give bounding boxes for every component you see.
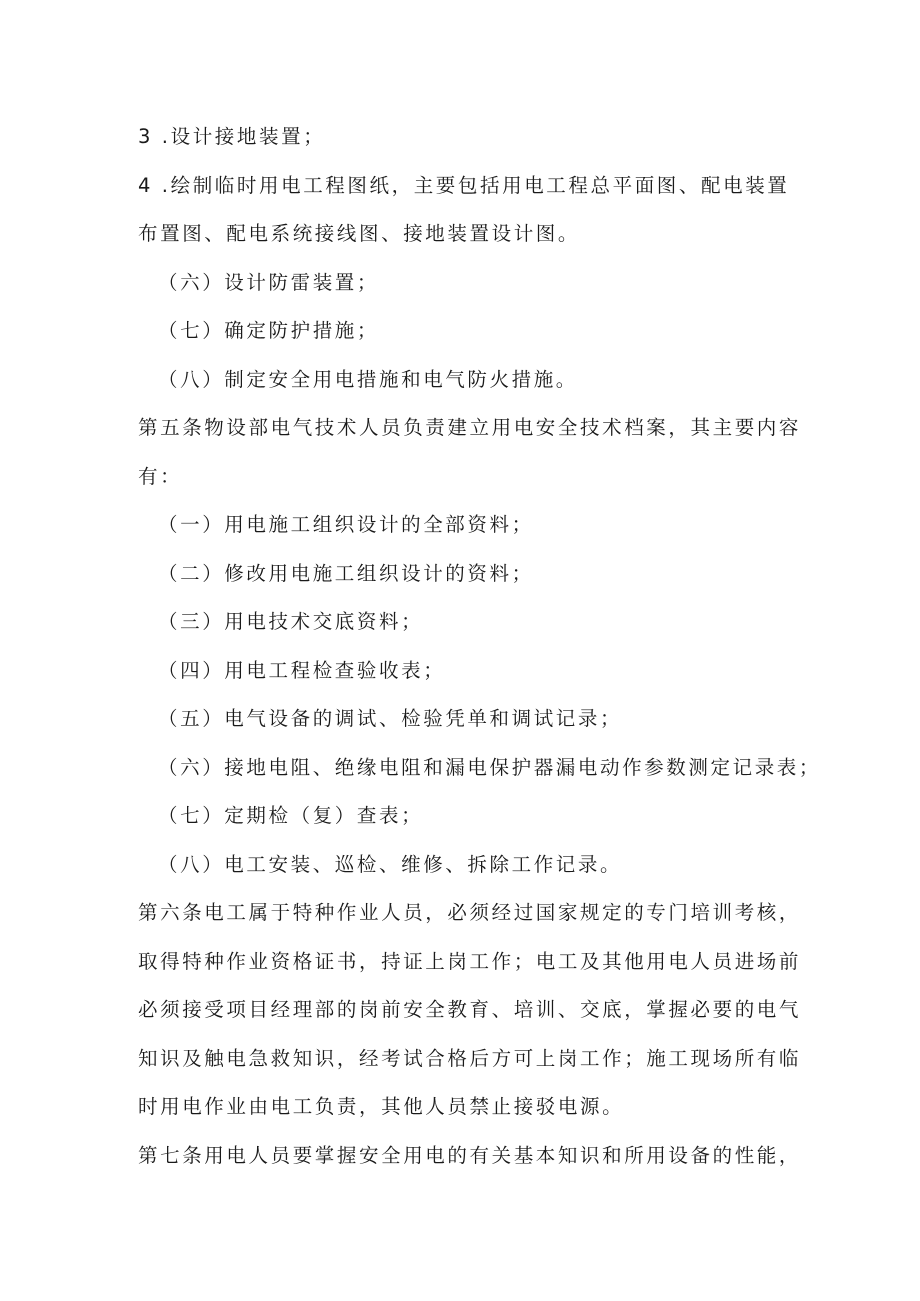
- article-6-cont-2: 必须接受项目经理部的岗前安全教育、培训、交底，掌握必要的电气: [138, 998, 802, 1021]
- article-6: 第六条电工属于特种作业人员，必须经过国家规定的专门培训考核，: [138, 901, 802, 924]
- article-7: 第七条用电人员要掌握安全用电的有关基本知识和所用设备的性能，: [138, 1143, 802, 1167]
- item-7-protection: （七）确定防护措施；: [158, 319, 380, 342]
- list-item-3: （三）用电技术交底资料；: [158, 610, 424, 633]
- article-6-cont-4: 时用电作业由电工负责，其他人员禁止接驳电源。: [138, 1095, 625, 1118]
- item-4-drawings: 4 .绘制临时用电工程图纸，主要包括用电工程总平面图、配电装置: [138, 173, 790, 197]
- list-item-5: （五）电气设备的调试、检验凭单和调试记录；: [158, 707, 623, 730]
- article-5-cont: 有：: [138, 464, 183, 488]
- list-item-2: （二）修改用电施工组织设计的资料；: [158, 561, 534, 585]
- item-8-safety-fire: （八）制定安全用电措施和电气防火措施。: [158, 367, 578, 391]
- article-5: 第五条物设部电气技术人员负责建立用电安全技术档案，其主要内容: [138, 416, 802, 439]
- list-item-1: （一）用电施工组织设计的全部资料；: [158, 513, 534, 536]
- list-item-6: （六）接地电阻、绝缘电阻和漏电保护器漏电动作参数测定记录表；: [158, 755, 822, 779]
- article-6-cont-1: 取得特种作业资格证书，持证上岗工作；电工及其他用电人员进场前: [138, 949, 802, 973]
- list-item-4: （四）用电工程检查验收表；: [158, 658, 446, 682]
- item-3-design-grounding: 3 .设计接地装置；: [138, 125, 326, 148]
- list-item-7: （七）定期检（复）查表；: [158, 804, 424, 827]
- item-4-drawings-cont: 布置图、配电系统接线图、接地装置设计图。: [138, 222, 581, 245]
- list-item-8: （八）电工安装、巡检、维修、拆除工作记录。: [158, 852, 623, 876]
- item-6-lightning: （六）设计防雷装置；: [158, 270, 380, 294]
- article-6-cont-3: 知识及触电急救知识，经考试合格后方可上岗工作；施工现场所有临: [138, 1046, 802, 1070]
- document-body: [138, 113, 822, 1180]
